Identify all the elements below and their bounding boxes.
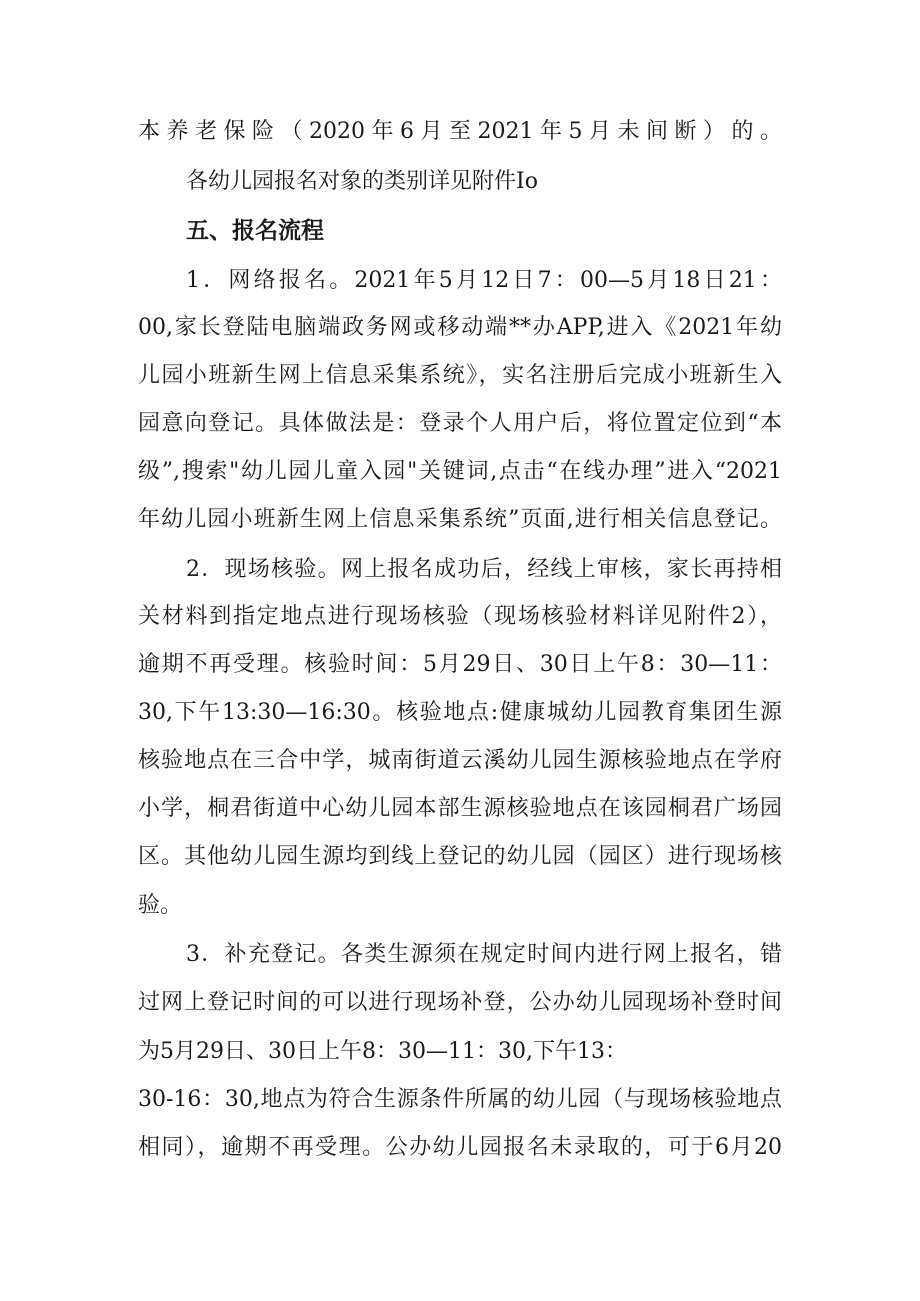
text-line-3: 1．网络报名。2021年5月12日7：00—5月18日21： bbox=[186, 268, 782, 293]
text-line-14: 小学，桐君街道中心幼儿园本部生源核验地点在该园桐君广场园 bbox=[138, 796, 782, 821]
text-line-12: 30,下午13:30—16:30。核验地点:健康城幼儿园教育集团生源 bbox=[138, 700, 782, 725]
text-line-13: 核验地点在三合中学，城南街道云溪幼儿园生源核验地点在学府 bbox=[138, 748, 782, 773]
text-line-1: 本养老保险（2020年6月至2021年5月未间断）的。 bbox=[138, 119, 782, 144]
text-line-15: 区。其他幼儿园生源均到线上登记的幼儿园（园区）进行现场核 bbox=[138, 844, 782, 869]
text-line-9: 2．现场核验。网上报名成功后，经线上审核，家长再持相 bbox=[186, 557, 782, 582]
text-line-8: 年幼儿园小班新生网上信息采集系统”页面,进行相关信息登记。 bbox=[138, 507, 782, 532]
text-line-2: 各幼儿园报名对象的类别详见附件Io bbox=[186, 169, 538, 194]
text-line-7: 级”,搜索"幼儿园儿童入园"关键词,点击“在线办理”进入“2021 bbox=[138, 459, 782, 484]
text-line-20: 30-16：30,地点为符合生源条件所属的幼儿园（与现场核验地点 bbox=[138, 1087, 782, 1112]
text-line-17: 3．补充登记。各类生源须在规定时间内进行网上报名，错 bbox=[186, 942, 782, 967]
text-line-16: 验。 bbox=[138, 893, 183, 918]
text-line-21: 相同），逾期不再受理。公办幼儿园报名未录取的，可于6月20 bbox=[138, 1135, 782, 1160]
text-line-5: 儿园小班新生网上信息采集系统》，实名注册后完成小班新生入 bbox=[138, 363, 782, 388]
text-line-11: 逾期不再受理。核验时间：5月29日、30日上午8：30—11： bbox=[138, 652, 782, 677]
text-line-19: 为5月29日、30日上午8：30—11：30,下午13： bbox=[138, 1039, 627, 1064]
text-line-4: 00,家长登陆电脑端政务网或移动端**办APP,进入《2021年幼 bbox=[138, 315, 782, 340]
text-line-18: 过网上登记时间的可以进行现场补登，公办幼儿园现场补登时间 bbox=[138, 990, 782, 1015]
text-line-6: 园意向登记。具体做法是：登录个人用户后，将位置定位到“本 bbox=[138, 411, 782, 436]
section-heading: 五、报名流程 bbox=[186, 218, 324, 244]
text-line-10: 关材料到指定地点进行现场核验（现场核验材料详见附件2）， bbox=[138, 604, 782, 629]
